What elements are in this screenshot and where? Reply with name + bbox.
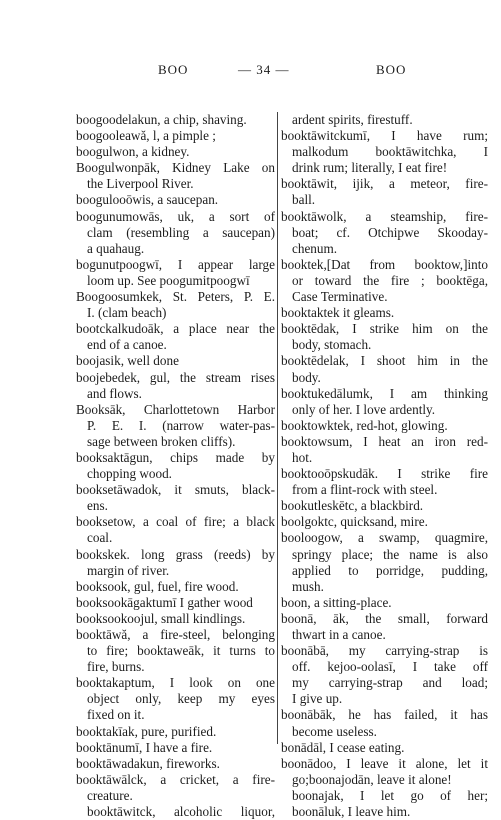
text-line: boonādoo, I leave it alone, let it <box>281 755 488 771</box>
text-line: springy place; the name is also <box>292 546 488 562</box>
text-line: malkodum booktāwitchka, I <box>292 144 488 160</box>
text-line: booktakaptum, I look on one <box>76 675 275 691</box>
text-line: boogulooōwis, a saucepan. <box>76 192 219 208</box>
text-line: ens. <box>87 498 108 514</box>
text-line: hot. <box>292 449 313 465</box>
text-line: margin of river. <box>87 562 170 578</box>
text-line: booktāwālck, a cricket, a fire- <box>76 771 275 787</box>
page-number: — 34 — <box>238 62 290 77</box>
text-line: become useless. <box>292 723 377 739</box>
text-line: boonābāk, he has failed, it has <box>281 707 488 723</box>
header-left-word: BOO <box>158 62 189 77</box>
text-line: boon, a sitting-place. <box>281 594 392 610</box>
text-line: applied to porridge, pudding, <box>292 562 488 578</box>
text-line: only of her. I love ardently. <box>292 401 436 417</box>
text-line: thwart in a canoe. <box>292 627 386 642</box>
text-line: loom up. See poogumitpoogwī <box>87 272 250 288</box>
text-line: boonā, āk, the small, forward <box>281 610 488 626</box>
text-line: booktek,[Dat from booktow,]into <box>281 256 488 272</box>
text-line: the Liverpool River. <box>87 176 194 192</box>
text-line: sage between broken cliffs). <box>87 433 236 449</box>
text-line: Boogoosumkek, St. Peters, P. E. <box>76 289 275 305</box>
text-line: mush. <box>292 578 324 594</box>
text-line: boonajak, I let go of her; <box>292 787 488 803</box>
text-line: chenum. <box>292 240 338 256</box>
header-right-word: BOO <box>376 62 407 77</box>
column-divider <box>277 112 278 744</box>
text-line: boogulwon, a kidney. <box>76 144 190 160</box>
text-line: drink rum; literally, I eat fire! <box>292 160 448 176</box>
text-line: booksook, gul, fuel, fire wood. <box>76 578 239 594</box>
text-line: I. (clam beach) <box>87 305 167 321</box>
text-line: object only, keep my eyes <box>87 691 275 707</box>
text-line: P. E. I. (narrow water-pas- <box>87 417 275 433</box>
text-line: booktakīak, pure, purified. <box>76 723 217 739</box>
text-line: bogunutpoogwī, I appear large <box>76 256 275 272</box>
text-line: ardent spirits, firestuff. <box>292 112 413 127</box>
text-line: creature. <box>87 787 133 803</box>
text-line: go;boonajodān, leave it alone! <box>292 771 452 787</box>
text-line: boogooleawă, l, a pimple ; <box>76 128 216 144</box>
text-line: from a flint-rock with steel. <box>292 482 438 498</box>
text-line: body, stomach. <box>292 337 372 353</box>
text-line: my carrying-strap and load; <box>292 675 488 691</box>
text-line: booktāwitck, alcoholic liquor, <box>87 804 275 820</box>
text-line: Boogulwonpāk, Kidney Lake on <box>76 160 275 176</box>
text-line: booktowsum, I heat an iron red- <box>281 433 488 449</box>
text-line: booktēdak, I strike him on the <box>281 321 488 337</box>
right-column <box>281 112 488 820</box>
text-line: and flows. <box>87 385 142 401</box>
text-line: body. <box>292 369 321 385</box>
text-line: to fire; booktaweāk, it turns to <box>87 643 275 659</box>
text-line: booksookoojul, small kindlings. <box>76 610 246 626</box>
text-line: fire, burns. <box>87 659 145 675</box>
text-line: booktāwit, ijik, a meteor, fire- <box>281 176 488 192</box>
text-line: booktāwolk, a steamship, fire- <box>281 208 488 224</box>
text-line: booktukedālumk, I am thinking <box>281 385 488 401</box>
text-line: booksaktāgun, chips made by <box>76 449 275 465</box>
page-header <box>0 62 501 82</box>
text-line: boogoodelakun, a chip, shaving. <box>76 112 247 127</box>
text-line: booktooōpskudāk. I strike fire <box>281 466 488 482</box>
text-line: boogunumowās, uk, a sort of <box>76 208 275 224</box>
text-line: booktānumī, I have a fire. <box>76 739 213 755</box>
text-line: I give up. <box>292 691 343 707</box>
text-line: booksetāwadok, it smuts, black- <box>76 482 275 498</box>
text-line: Booksāk, Charlottetown Harbor <box>76 401 275 417</box>
text-line: or toward the fire ; booktēga, <box>292 272 488 288</box>
text-line: fixed on it. <box>87 707 145 723</box>
text-line: bookutleskētc, a blackbird. <box>281 498 424 514</box>
text-line: clam (resembling a saucepan) <box>87 224 275 240</box>
text-line: booktowktek, red-hot, glowing. <box>281 417 448 433</box>
text-line: booktaktek it gleams. <box>281 305 395 321</box>
text-line: booksookāgaktumī I gather wood <box>76 594 253 610</box>
text-line: boojasik, well done <box>76 353 179 369</box>
text-line: booktāwadakun, fireworks. <box>76 755 220 771</box>
text-line: Case Terminative. <box>292 289 388 305</box>
text-line: end of a canoe. <box>87 337 167 353</box>
text-line: booktāwitckumī, I have rum; <box>281 128 488 144</box>
text-line: boonābā, my carrying-strap is <box>281 643 488 659</box>
text-line: booktēdelak, I shoot him in the <box>281 353 488 369</box>
text-line: booktāwă, a fire-steel, belonging <box>76 627 275 642</box>
text-line: boonāluk, I leave him. <box>292 804 411 820</box>
text-line: ball. <box>292 192 316 208</box>
text-line: off. kejoo-oolasī, I take off <box>292 659 488 675</box>
text-line: boat; cf. Otchipwe Skooday- <box>292 224 488 240</box>
text-line: booloogow, a swamp, quagmire, <box>281 530 488 546</box>
text-line: boolgoktc, quicksand, mire. <box>281 514 428 530</box>
text-line: bootckalkudoāk, a place near the <box>76 321 275 337</box>
text-line: coal. <box>87 530 113 546</box>
text-line: bonādāl, I cease eating. <box>281 739 405 755</box>
text-line: booksetow, a coal of fire; a black <box>76 514 275 530</box>
left-column <box>76 112 275 820</box>
text-line: bookskek. long grass (reeds) by <box>76 546 275 562</box>
text-line: boojebedek, gul, the stream rises <box>76 369 275 385</box>
text-line: chopping wood. <box>87 466 172 482</box>
text-line: a quahaug. <box>87 240 145 256</box>
